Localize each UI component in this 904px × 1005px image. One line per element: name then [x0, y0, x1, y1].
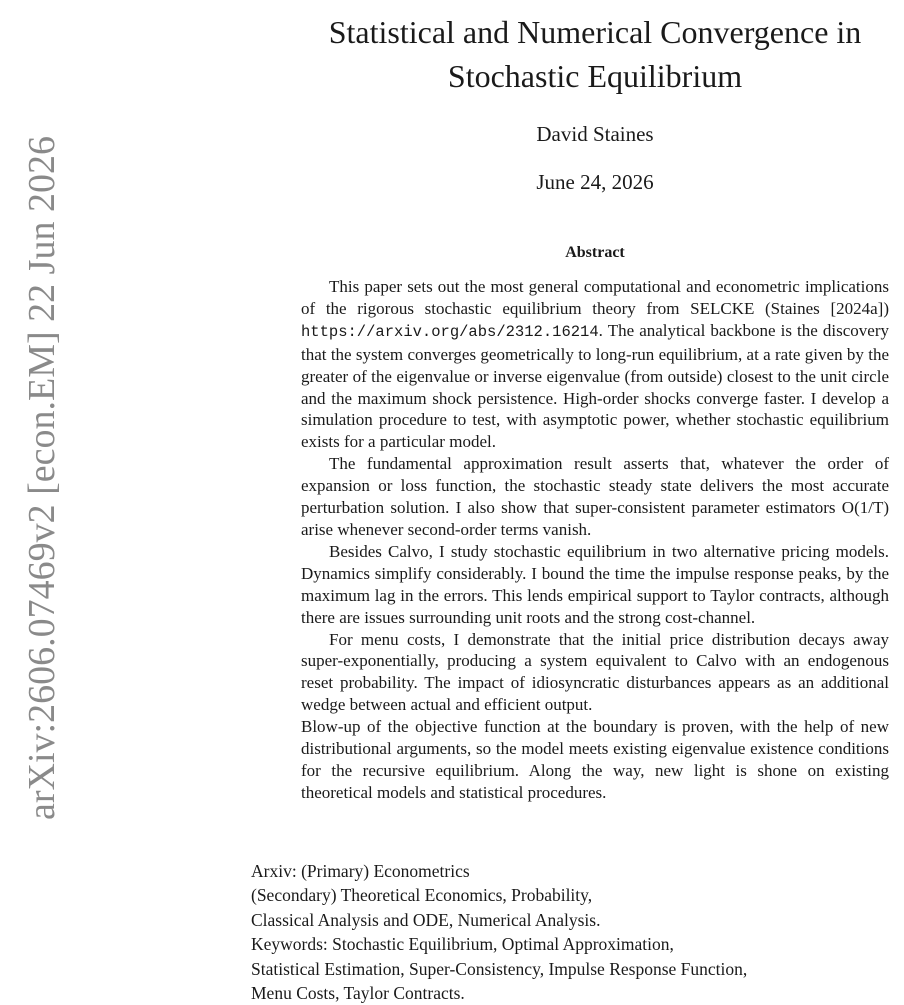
abstract-paragraph: For menu costs, I demonstrate that the initial price distribution decays away super-exponentially, producing a system equivalent to Calvo with an endogenous reset probability. The impact of idiosyncratic disturbances appears as an additional wedge between actual and efficient output.	[301, 629, 889, 715]
keywords-line: Keywords: Stochastic Equilibrium, Optimal Approximation,	[251, 934, 674, 955]
classification-line: Classical Analysis and ODE, Numerical Analysis.	[251, 909, 601, 930]
abstract-paragraph: The fundamental approximation result asserts that, whatever the order of expansion or loss function, the stochastic steady state delivers the most accurate perturbation solution. I also show that super-consistent parameter estimators O(1/T) arise whenever second-order terms vanish.	[301, 454, 889, 539]
arxiv-link[interactable]: https://arxiv.org/abs/2312.16214	[301, 322, 599, 341]
classification-block	[251, 859, 891, 1005]
keywords-line: Menu Costs, Taylor Contracts.	[251, 982, 465, 1003]
abstract-paragraph	[301, 276, 889, 453]
abstract-heading: Abstract	[565, 244, 625, 261]
keywords-line: Statistical Estimation, Super-Consistency, Impulse Response Function,	[251, 958, 748, 979]
abstract-text: . The analytical backbone is the discovery that the system converges geometrically to long-run equilibrium, at a rate given by the greater of the eigenvalue or inverse eigenvalue (from outside) closest to the unit circle and the maximum shock persistence. High-order shocks converge faster. I develop a simulation procedure to test, with asymptotic power, whether stochastic equilibrium exists for a particular model.	[301, 320, 889, 452]
abstract-paragraph: Besides Calvo, I study stochastic equilibrium in two alternative pricing models. Dynamics simplify considerably. I bound the time the impulse response peaks, by the maximum lag in the errors. This lends empirical support to Taylor contracts, although there are issues surrounding unit roots and the strong cost-channel.	[301, 541, 889, 627]
classification-line: (Secondary) Theoretical Economics, Probability,	[251, 885, 593, 906]
title-line-1: Statistical and Numerical Convergence in	[328, 14, 862, 50]
abstract-paragraph: Blow-up of the objective function at the boundary is proven, with the help of new distributional arguments, so the model meets existing eigenvalue existence conditions for the recursive equilibrium. Along the way, new light is shone on existing theoretical models and statistical procedures.	[301, 717, 889, 802]
classification-line: Arxiv: (Primary) Econometrics	[251, 861, 470, 881]
abstract-body	[301, 276, 889, 804]
title-line-2: Stochastic Equilibrium	[447, 58, 743, 94]
publication-date: June 24, 2026	[536, 170, 654, 194]
abstract-text: This paper sets out the most general computational and econometric implications of the rigorous stochastic equilibrium theory from SELCKE (Staines [2024a])	[301, 277, 889, 318]
paper-title	[290, 10, 900, 98]
arxiv-identifier: arXiv:2606.07469v2 [econ.EM] 22 Jun 2026	[21, 136, 63, 820]
author-name: David Staines	[536, 122, 654, 146]
